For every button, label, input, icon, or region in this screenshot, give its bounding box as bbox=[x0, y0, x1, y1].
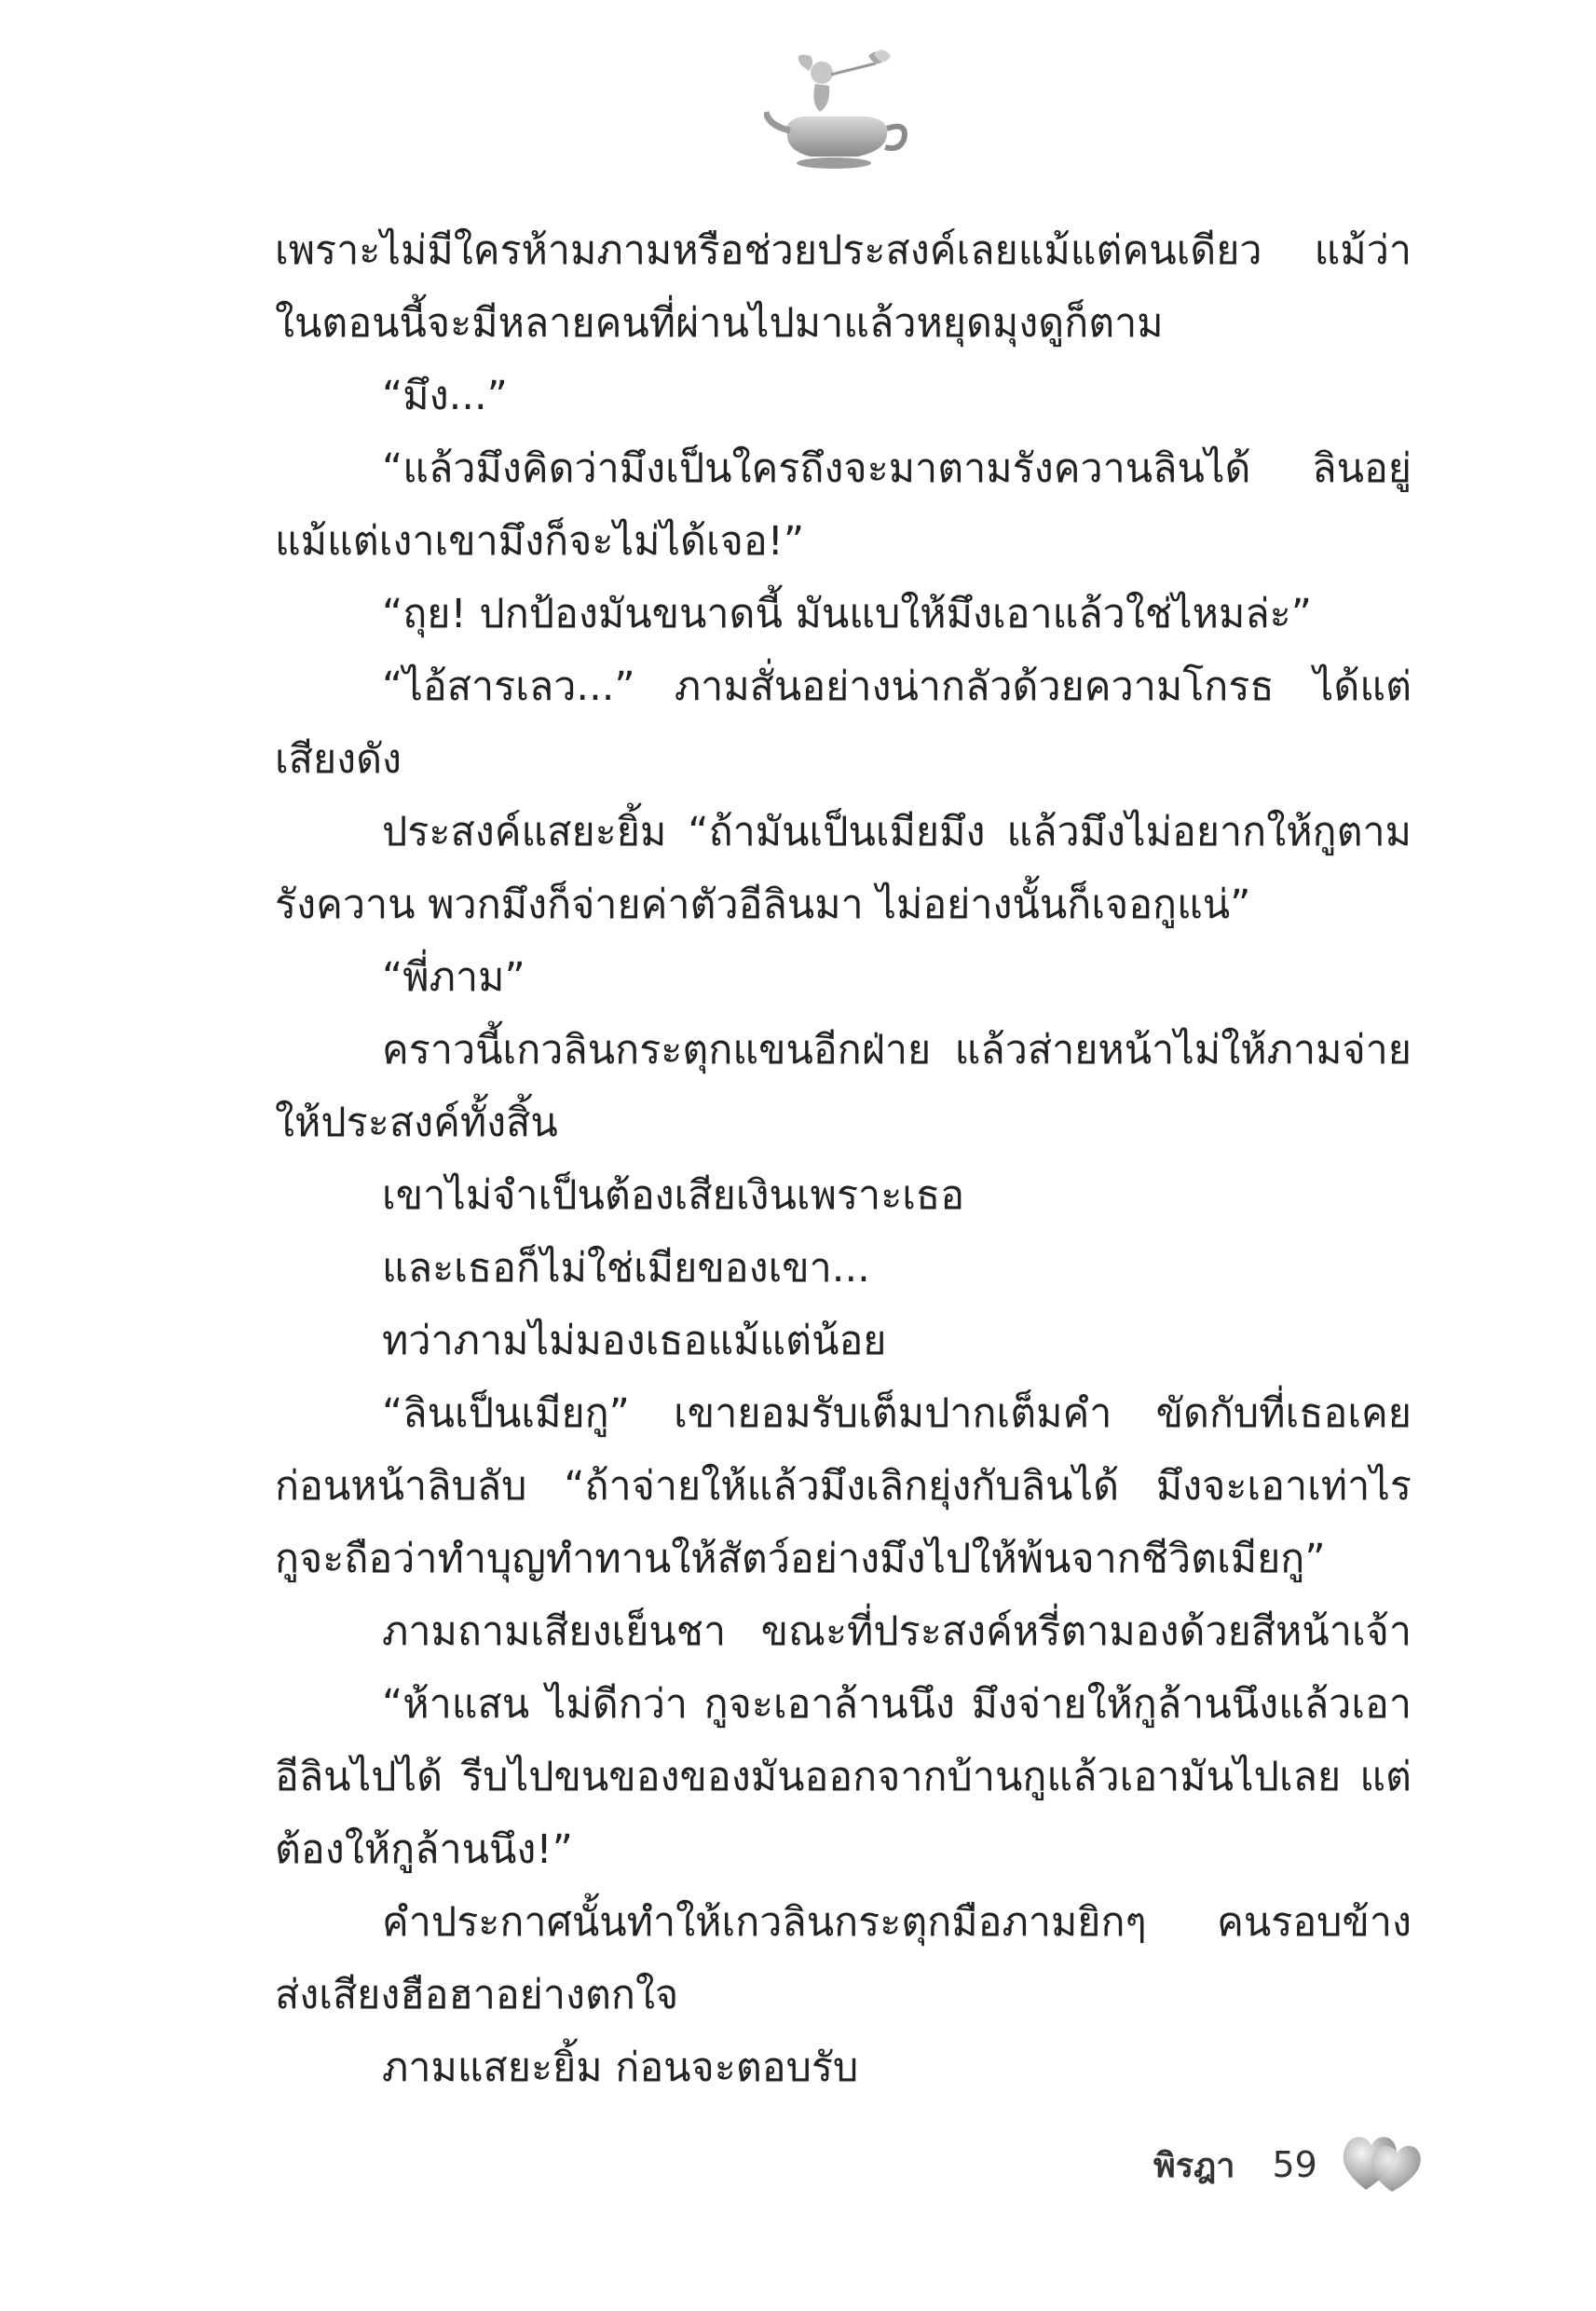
page-footer bbox=[1153, 2132, 1317, 2197]
text-line: เขาไม่จำเป็นต้องเสียเงินเพราะเธอ bbox=[382, 1172, 965, 1219]
text-line: ให้ประสงค์ทั้งสิ้น bbox=[275, 1100, 558, 1146]
paragraph bbox=[275, 360, 1412, 432]
text-line: ก่อนหน้าลิบลับ “ถ้าจ่ายให้แล้วมึงเลิกยุ่งกับลินได้ มึงจะเอาเท่าไร bbox=[275, 1463, 1412, 1510]
text-line: ภามถามเสียงเย็นชา ขณะที่ประสงค์หรี่ตามองด้วยสีหน้าเจ้า bbox=[382, 1608, 1412, 1655]
paragraph bbox=[275, 1014, 1412, 1159]
text-line: เสียงดัง bbox=[275, 736, 402, 783]
text-line: “ห้าแสน ไม่ดีกว่า กูจะเอาล้านนึง มึงจ่ายให้กูล้านนึงแล้วเอา bbox=[382, 1681, 1412, 1728]
text-line: ทว่าภามไม่มองเธอแม้แต่น้อย bbox=[382, 1318, 887, 1364]
text-line: “มึง...” bbox=[382, 373, 508, 419]
text-line: “แล้วมึงคิดว่ามึงเป็นใครถึงจะมาตามรังควานลินได้ ลินอยู่ bbox=[382, 445, 1412, 492]
text-line: “พี่ภาม” bbox=[382, 954, 525, 1001]
text-line: กูจะถือว่าทำบุญทำทานให้สัตว์อย่างมึงไปให้พ้นจากชีวิตเมียกู” bbox=[275, 1536, 1326, 1582]
text-line: “ไอ้สารเลว...” ภามสั่นอย่างน่ากลัวด้วยความโกรธ ได้แต่ bbox=[382, 663, 1412, 710]
text-line: ในตอนนี้จะมีหลายคนที่ผ่านไปมาแล้วหยุดมุงดูก็ตาม bbox=[275, 300, 1164, 347]
text-line: คำประกาศนั้นทำให้เกวลินกระตุกมือภามยิกๆ คนรอบข้าง bbox=[382, 1899, 1412, 1946]
paragraph bbox=[275, 578, 1412, 650]
paragraph bbox=[275, 1232, 1412, 1305]
text-line: คราวนี้เกวลินกระตุกแขนอีกฝ่าย แล้วส่ายหน้าไม่ให้ภามจ่าย bbox=[382, 1027, 1412, 1073]
paragraph bbox=[275, 1595, 1412, 1668]
paragraph bbox=[275, 2031, 1412, 2104]
text-line: และเธอก็ไม่ใช่เมียของเขา... bbox=[382, 1245, 870, 1292]
teapot-cupid-icon bbox=[764, 47, 913, 177]
paragraph bbox=[275, 941, 1412, 1014]
paragraph bbox=[275, 1668, 1412, 1886]
paragraph bbox=[275, 1377, 1412, 1595]
text-line: “ถุย! ปกป้องมันขนาดนี้ มันแบให้มึงเอาแล้วใช่ไหมล่ะ” bbox=[382, 591, 1313, 637]
body-text bbox=[275, 214, 1412, 2104]
text-line: อีลินไปได้ รีบไปขนของของมันออกจากบ้านกูแล้วเอามันไปเลย แต่ bbox=[275, 1754, 1412, 1800]
text-line: ต้องให้กูล้านนึง!” bbox=[275, 1826, 573, 1873]
paragraph bbox=[275, 432, 1412, 578]
text-line: ประสงค์แสยะยิ้ม “ถ้ามันเป็นเมียมึง แล้วมึงไม่อยากให้กูตาม bbox=[382, 809, 1412, 855]
paragraph bbox=[275, 214, 1412, 360]
paragraph bbox=[275, 1159, 1412, 1232]
paragraph bbox=[275, 650, 1412, 796]
author-name: พิรฎา bbox=[1153, 2146, 1235, 2185]
text-line: “ลินเป็นเมียกู” เขายอมรับเต็มปากเต็มคำ ขัดกับที่เธอเคย bbox=[382, 1390, 1412, 1437]
text-line: เพราะไม่มีใครห้ามภามหรือช่วยประสงค์เลยแม้แต่คนเดียว แม้ว่า bbox=[275, 227, 1412, 274]
paragraph bbox=[275, 796, 1412, 941]
text-line: รังควาน พวกมึงก็จ่ายค่าตัวอีลินมา ไม่อย่างนั้นก็เจอกูแน่” bbox=[275, 882, 1251, 928]
hearts-icon bbox=[1340, 2125, 1424, 2195]
paragraph bbox=[275, 1305, 1412, 1377]
text-line: ภามแสยะยิ้ม ก่อนจะตอบรับ bbox=[382, 2044, 859, 2091]
page-number: 59 bbox=[1272, 2144, 1317, 2185]
paragraph bbox=[275, 1886, 1412, 2031]
text-line: ส่งเสียงฮือฮาอย่างตกใจ bbox=[275, 1972, 679, 2018]
text-line: แม้แต่เงาเขามึงก็จะไม่ได้เจอ!” bbox=[275, 518, 805, 565]
